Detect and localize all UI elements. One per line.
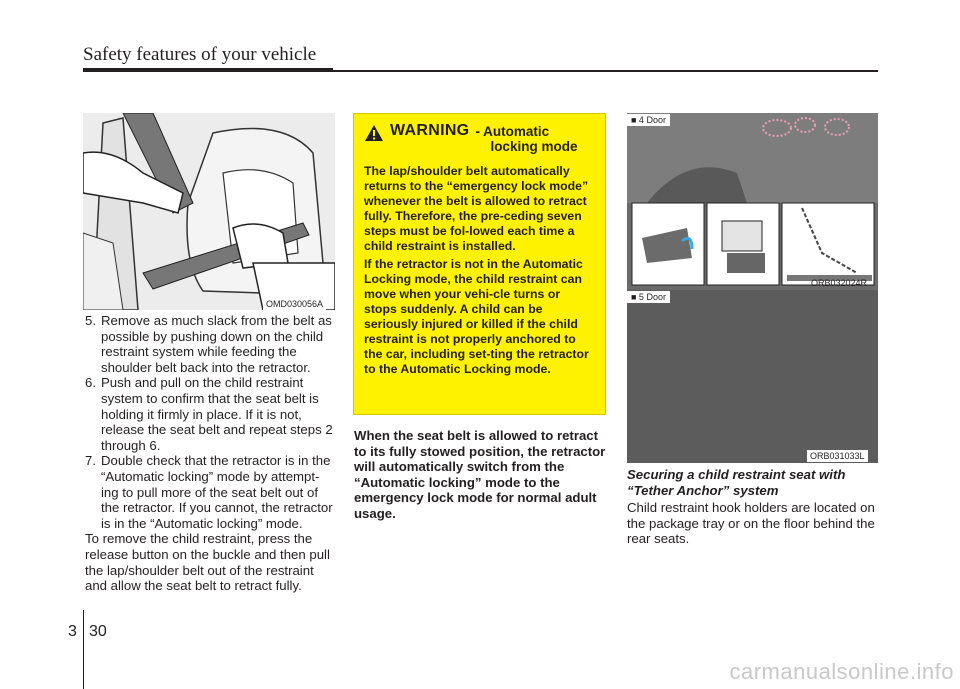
warning-paragraph-1: The lap/shoulder belt automatically returns to the “emergency lock mode” whenever the belt is allowed to retract fully. Therefore, the pre-ceding seven steps must be fol-lowed each time a child restraint is installed. — [364, 164, 589, 253]
step-text: Double check that the retractor is in the “Automatic locking” mode by attempt-ing to pull more of the seat belt out of the retractor. If you cannot, the retractor is in the “Automatic locking” mode. — [101, 453, 333, 531]
warning-subtitle — [475, 124, 577, 154]
child-seat-illustration — [83, 113, 335, 310]
warning-box — [353, 113, 606, 415]
step-text: Remove as much slack from the belt as possible by pushing down on the child restraint system while feeding the shoulder belt back into the retractor. — [101, 313, 332, 375]
step-text: Push and pull on the child restraint system to confirm that the seat belt is holding it firmly in place. If it is not, release the seat belt and repeat steps 2 through 6. — [101, 375, 333, 453]
warning-triangle-icon — [364, 124, 384, 142]
step-number: 5. — [85, 313, 96, 328]
footer-divider — [83, 610, 84, 689]
step-item — [85, 313, 335, 375]
figure-code: OMD030056A — [263, 298, 326, 310]
5-door-label: ■ 5 Door — [627, 291, 670, 303]
4-door-interior-drawing — [627, 113, 878, 291]
step-number: 7. — [85, 453, 96, 469]
tether-anchor-subheading: Securing a child restraint seat with “Tether Anchor” system — [627, 467, 846, 498]
page-number: 30 — [89, 623, 107, 640]
5-door-photo — [627, 290, 878, 463]
emergency-lock-note: When the seat belt is allowed to retract to its fully stowed position, the retractor will automatically switch from the “Automatic locking” mode to the emergency lock mode for normal adult usage. — [354, 428, 606, 521]
4-door-label: ■ 4 Door — [627, 114, 670, 126]
warning-subtitle-line1: - Automatic — [475, 124, 550, 139]
warning-title — [364, 122, 596, 164]
step-item — [85, 453, 335, 531]
page-header-title: Safety features of your vehicle — [83, 44, 317, 65]
step-item — [85, 375, 335, 453]
4-door-photo — [627, 113, 878, 291]
step-number: 6. — [85, 375, 96, 391]
warning-word: WARNING — [390, 122, 470, 139]
site-watermark: carmanualsonline.info — [729, 659, 954, 684]
warning-subtitle-line2: locking mode — [490, 139, 578, 154]
hook-holders-paragraph: Child restraint hook holders are located on the package tray or on the floor behind the rear seats. — [627, 500, 875, 547]
installation-steps — [85, 313, 335, 594]
header-rule — [83, 70, 878, 72]
warning-paragraph-2: If the retractor is not in the Automatic Locking mode, the child restraint can move when your vehi-cle turns or stops suddenly. A child can be seriously injured or killed if the child restraint is not properly anchored to the car, including set-ting the retractor to the Automatic Locking mode. — [364, 257, 589, 376]
section-number: 3 — [68, 623, 77, 640]
child-seat-drawing — [83, 113, 335, 310]
4-door-figure-code: ORB032024R — [811, 278, 868, 288]
5-door-figure-code: ORB031033L — [807, 450, 868, 462]
removal-paragraph: To remove the child restraint, press the release button on the buckle and then pull the lap/shoulder belt out of the restraint and allow the seat belt to retract fully. — [85, 531, 330, 594]
